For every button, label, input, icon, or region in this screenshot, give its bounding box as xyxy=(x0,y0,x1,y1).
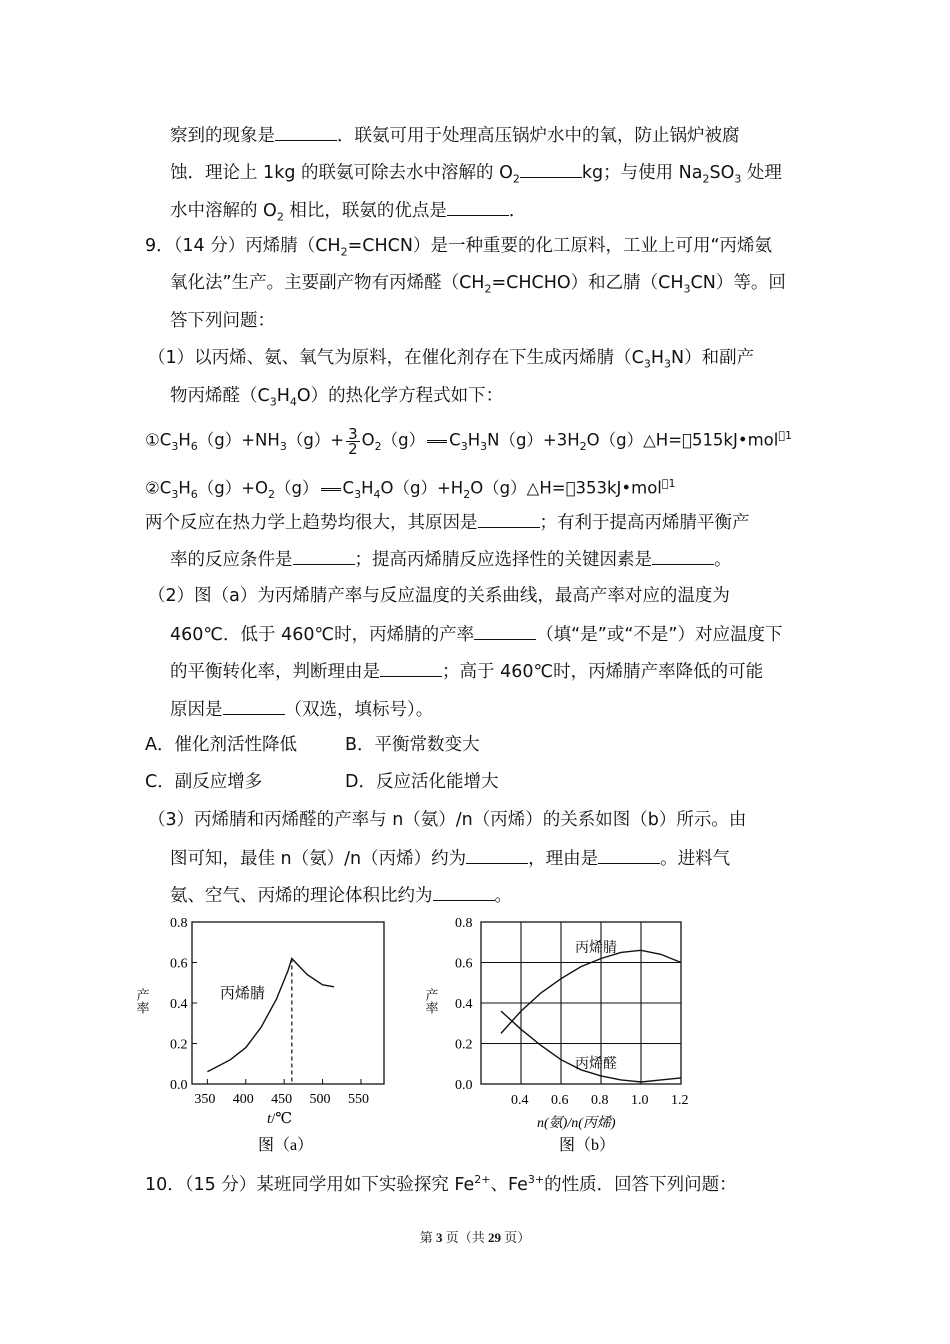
y-tick-label: 0.2 xyxy=(170,1037,188,1053)
curve-label-acrolein: 丙烯醛 xyxy=(575,1057,617,1072)
page-footer: 第 3 页（共 29 页） xyxy=(419,1230,531,1245)
y-tick-label: 0.2 xyxy=(455,1037,473,1053)
option-c: C．副反应增多 xyxy=(145,772,263,792)
y-tick-label: 0.6 xyxy=(455,956,473,972)
text-line: 图可知，最佳 n（氨）/n（丙烯）约为 ，理由是 。进料气 xyxy=(170,845,730,871)
curve-label-acrylonitrile: 丙烯腈 xyxy=(575,941,617,956)
part-1: （1）以丙烯、氨、氧气为原料，在催化剂存在下生成丙烯腈$(C_3H_3N)$和副产 xyxy=(148,348,755,371)
text-line: 原因是 （双选，填标号）。 xyxy=(170,696,433,722)
y-tick-label: 0.4 xyxy=(170,997,188,1012)
text-line: 答下列问题： xyxy=(170,311,275,331)
answer-blank xyxy=(293,546,355,565)
x-tick-label: 350 xyxy=(194,1092,216,1107)
question-10-heading: 10．（15 分）某班同学用如下实验探究 $Fe^{2+}$、$Fe^{3+}$的性质．回答下列问题： xyxy=(145,1173,737,1195)
answer-blank xyxy=(433,882,495,901)
figure-b xyxy=(425,918,705,1158)
text-line: 蚀．理论上 1kg 的联氨可除去水中溶解的 $O_2$ kg；与使用 $Na_2SO_3$ 处理 xyxy=(170,159,782,192)
text-line: 水中溶解的 $O_2$ 相比，联氨的优点是 ． xyxy=(170,197,526,230)
y-tick-label: 0.6 xyxy=(170,956,188,972)
equals-sign xyxy=(427,440,447,443)
figure-caption: 图（b） xyxy=(559,1137,616,1154)
answer-blank xyxy=(474,621,536,640)
x-tick-label: 400 xyxy=(232,1092,254,1107)
y-tick-label: 0.4 xyxy=(455,997,473,1012)
equation-2: $②C_3H_6(g)+O_2(g)$ $C_3H_4O(g)+H_2O(g)\triangle H= 353kJ•mol^{ 1}$ xyxy=(145,477,676,501)
text-line: 460℃．低于 460℃时，丙烯腈的产率 （填“是”或“不是”）对应温度下 xyxy=(170,621,782,647)
part-2: （2）图（a）为丙烯腈产率与反应温度的关系曲线，最高产率对应的温度为 xyxy=(148,586,730,606)
x-tick-label: 500 xyxy=(309,1092,331,1107)
text-line: 率的反应条件是 ；提高丙烯腈反应选择性的关键因素是 。 xyxy=(170,546,732,572)
x-tick-label: 1.2 xyxy=(671,1093,689,1108)
answer-blank xyxy=(275,122,337,141)
part-3: （3）丙烯腈和丙烯醛的产率与 n（氨）/n（丙烯）的关系如图（b）所示。由 xyxy=(148,810,747,830)
text-line: 氨、空气、丙烯的理论体积比约为 。 xyxy=(170,882,512,908)
x-tick-label: 0.8 xyxy=(591,1093,609,1108)
y-tick-label: 0.0 xyxy=(170,1078,188,1093)
x-axis-label: n(氨)/n(丙烯) xyxy=(537,1116,616,1131)
curve-acrylonitrile xyxy=(207,959,334,1072)
equals-sign xyxy=(321,488,341,491)
answer-blank xyxy=(223,696,285,715)
answer-blank xyxy=(598,845,660,864)
option-d: D．反应活化能增大 xyxy=(345,772,499,792)
text-line: 两个反应在热力学上趋势均很大，其原因是 ；有利于提高丙烯腈平衡产 xyxy=(145,509,750,535)
answer-blank xyxy=(380,658,442,677)
y-tick-label: 0.0 xyxy=(455,1078,473,1093)
question-9-heading: 9．（14 分）丙烯腈$(CH_2=CHCN)$是一种重要的化工原料，工业上可用“丙烯氨 xyxy=(145,236,773,259)
curve-label: 丙烯腈 xyxy=(220,986,266,1002)
equation-1: $①C_3H_6(g)+NH_3(g)+$ $\frac{3}{2}$ $O_2(g)$ $C_3H_3N(g)+3H_2O(g)\triangle H= 515kJ•mol^{ 1}$ xyxy=(145,424,792,458)
fraction: $\frac{3}{2}$ xyxy=(348,424,358,458)
text-line: 物丙烯醛$(C_3H_4O)$的热化学方程式如下： xyxy=(170,386,504,409)
text-line: 的平衡转化率，判断理由是 ；高于 460℃时，丙烯腈产率降低的可能 xyxy=(170,658,763,684)
figure-caption: 图（a） xyxy=(258,1137,314,1154)
y-axis-label: 产率 xyxy=(423,988,439,1014)
x-axis-label: t/℃ xyxy=(267,1111,293,1127)
text-line: 察到的现象是 ．联氨可用于处理高压锅炉水中的氧，防止锅炉被腐 xyxy=(170,122,740,148)
y-tick-label: 0.8 xyxy=(170,916,188,931)
option-a: A．催化剂活性降低 xyxy=(145,735,297,755)
answer-blank xyxy=(478,509,540,528)
x-tick-label: 0.6 xyxy=(551,1093,569,1108)
x-tick-label: 0.4 xyxy=(511,1093,529,1108)
y-axis-label: 产率 xyxy=(134,988,150,1014)
text-line: 氧化法”生产。主要副产物有丙烯醛$(CH_2=CHCHO)$和乙腈$(CH_3CN)$等。回 xyxy=(170,273,786,296)
answer-blank xyxy=(466,845,528,864)
x-tick-label: 550 xyxy=(347,1092,369,1107)
option-b: B．平衡常数变大 xyxy=(345,735,480,755)
answer-blank xyxy=(520,159,582,178)
y-tick-label: 0.8 xyxy=(455,916,473,931)
answer-blank xyxy=(652,546,714,565)
answer-blank xyxy=(447,197,509,216)
x-tick-label: 450 xyxy=(271,1092,293,1107)
plot-frame xyxy=(192,922,384,1084)
x-tick-label: 1.0 xyxy=(631,1093,649,1108)
figure-a xyxy=(134,916,400,1158)
